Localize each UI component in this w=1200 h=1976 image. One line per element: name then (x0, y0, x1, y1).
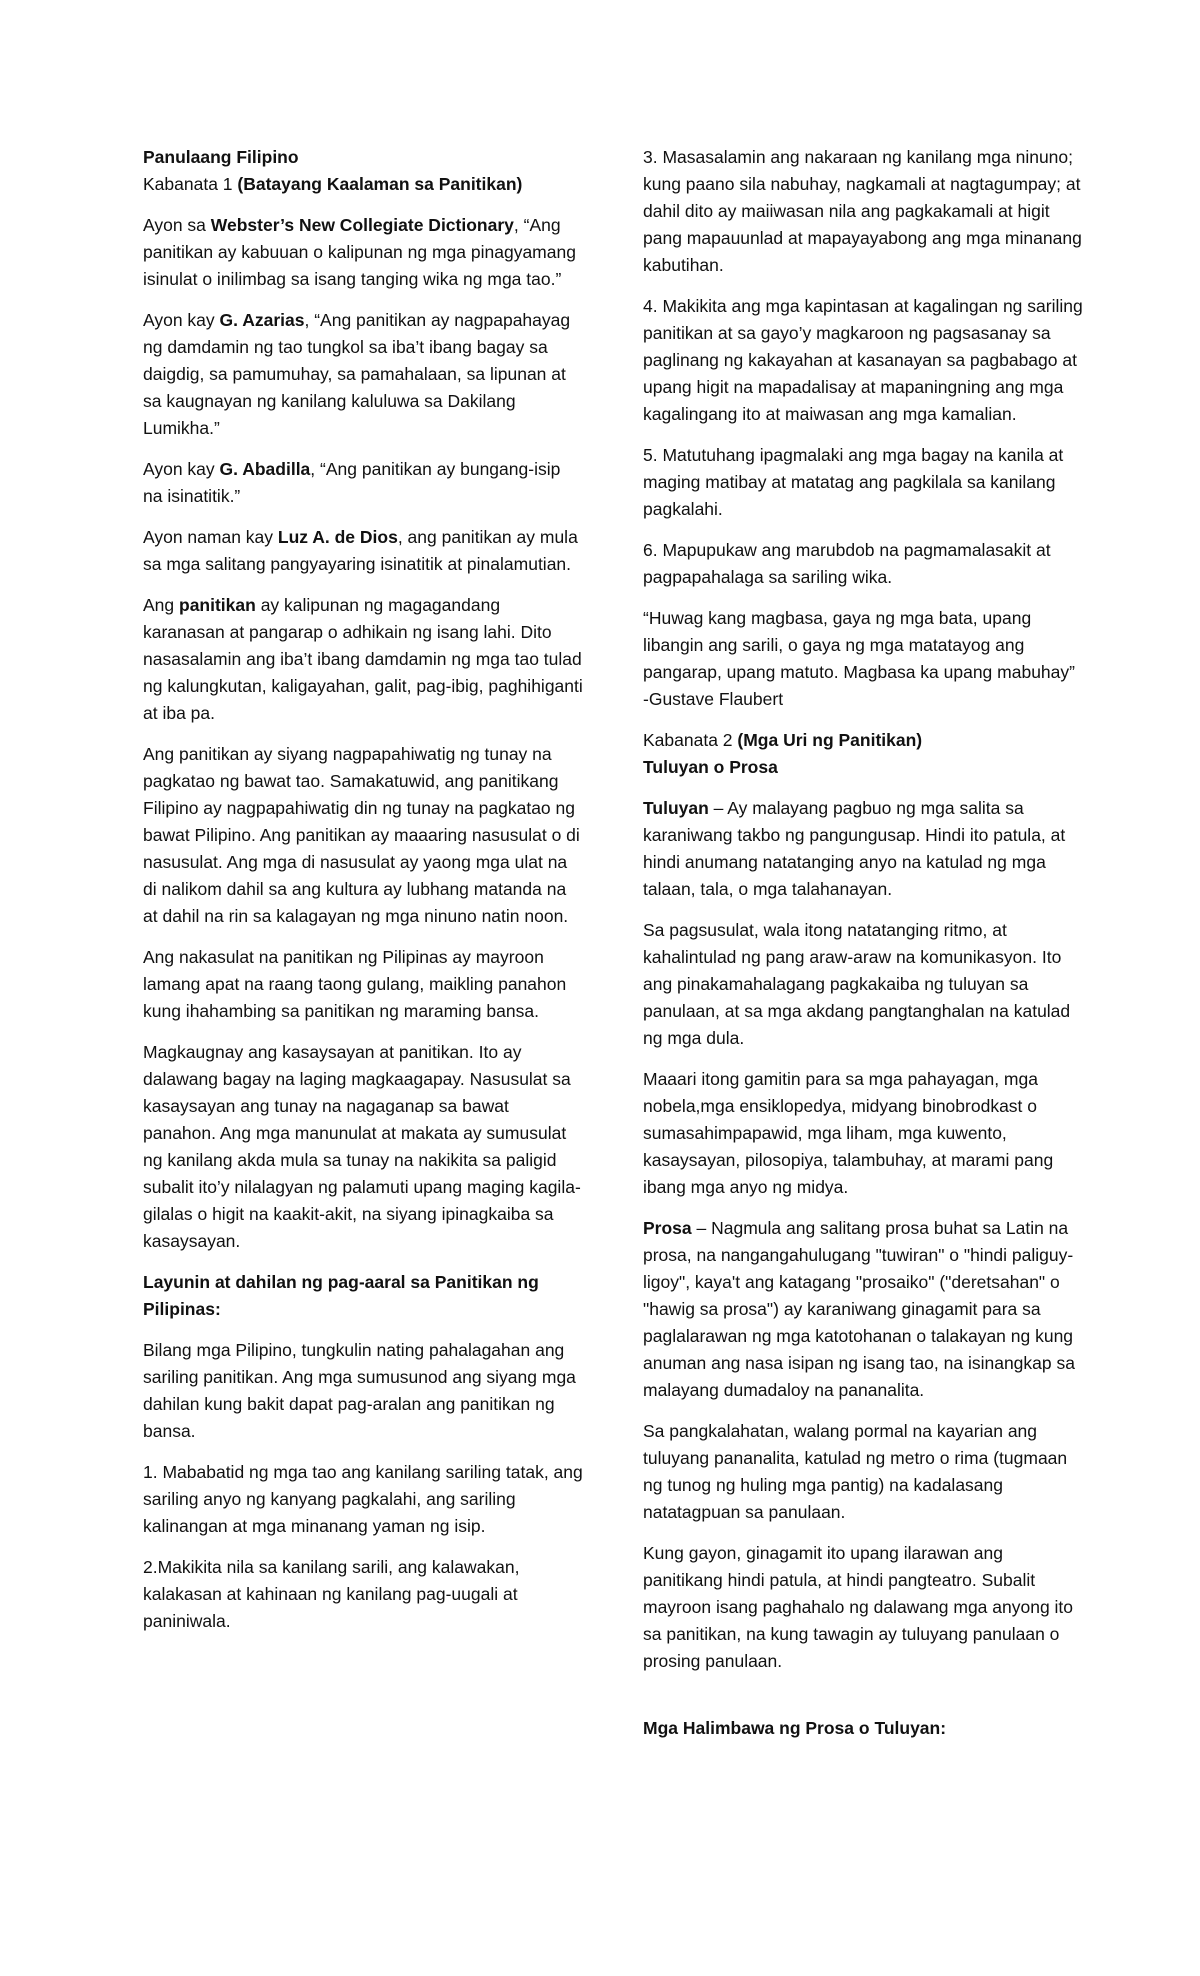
list-item-2: 2.Makikita nila sa kanilang sarili, ang kalawakan, kalakasan at kahinaan ng kanilang pag-uugali at paniniwala. (143, 1557, 520, 1631)
paragraph-panitikan (143, 592, 583, 727)
definition-source: G. Azarias (219, 310, 305, 330)
list-item-4: 4. Makikita ang mga kapintasan at kagalingan ng sariling panitikan at sa gayo’y magkaroon ng pagsasanay sa paglinang ng kakayahan at kasanayan sa pagbabago at upang higit na mapadalisay at mapaningning ang mga kagalingang ito at maiwasan ang mga kamalian. (643, 296, 1083, 424)
list-item-1: 1. Mababatid ng mga tao ang kanilang sariling tatak, ang sariling anyo ng kanyang pagkalahi, ang sariling kalinangan at mga minanang yaman ng isip. (143, 1462, 583, 1536)
paragraph-text: – Nagmula ang salitang prosa buhat sa Latin na prosa, na nangangahulugang "tuwiran" o "hindi paliguy-ligoy", kaya't ang katagang "prosaiko" ("deretsahan" o "hawig sa prosa") ay karaniwang ginagamit para sa paglalarawan ng mga katotohanan o talakayan ng kung anuman ang nasa isipan ng isang tao, na isinangkap sa malayang dumadaloy na pananalita. (643, 1218, 1075, 1400)
chapter2-title: (Mga Uri ng Panitikan) (737, 730, 923, 750)
list-item-5: 5. Matutuhang ipagmalaki ang mga bagay na kanila at maging matibay at matatag ang pagkilala sa kanilang pagkalahi. (643, 445, 1064, 519)
paragraph-bilang-pilipino: Bilang mga Pilipino, tungkulin nating pahalagahan ang sariling panitikan. Ang mga sumusunod ang siyang mga dahilan kung bakit dapat pag-aralan ang panitikan ng bansa. (143, 1340, 576, 1441)
chapter1-header (143, 144, 583, 198)
paragraph-text: – Ay malayang pagbuo ng mga salita sa karaniwang takbo ng pangungusap. Hindi ito patula, at hindi anumang natatanging anyo na katulad ng mga talaan, tala, o mga talahanayan. (643, 798, 1066, 899)
document-title: Panulaang Filipino (143, 147, 299, 167)
paragraph-kasaysayan: Magkaugnay ang kasaysayan at panitikan. Ito ay dalawang bagay na laging magkaagapay. Nasusulat sa kasaysayan ang tunay na nagaganap sa bawat panahon. Ang mga manunulat at makata ay sumusulat ng kanilang akda mula sa tunay na nakikita sa paligid subalit ito’y nilalagyan ng palamuti upang maging kagila-gilalas o higit na kaakit-akit, na siyang ipinagkaiba sa kasaysayan. (143, 1042, 581, 1251)
list-item-3: 3. Masasalamin ang nakaraan ng kanilang mga ninuno; kung paano sila nabuhay, nagkamali at nagtagumpay; at dahil dito ay maiiwasan nila ang pagkakamali at higit pang mapauunlad at mapayayabong ang mga minanang kabutihan. (643, 147, 1082, 275)
chapter1-title: (Batayang Kaalaman sa Panitikan) (237, 174, 523, 194)
definition-text: , “Ang panitikan ay nagpapahayag ng damdamin ng tao tungkol sa iba’t ibang bagay sa daigdig, sa pamumuhay, sa pamahalaan, sa lipunan at sa kaugnayan ng kanilang kaluluwa sa Dakilang Lumikha.” (143, 310, 571, 438)
section-heading-halimbawa (643, 1715, 1083, 1742)
paragraph-keyword: Prosa (643, 1218, 692, 1238)
section-heading-text: Mga Halimbawa ng Prosa o Tuluyan: (643, 1718, 947, 1738)
paragraph-tuluyan (643, 795, 1083, 903)
paragraph-pagsusulat: Sa pagsusulat, wala itong natatanging ritmo, at kahalintulad ng pang araw-araw na komunikasyon. Ito ang pinakamahalagang pagkakaiba ng tuluyan sa panulaan, at sa mga akdang pangtanghalan na katulad ng mga dula. (643, 920, 1071, 1048)
paragraph-keyword: panitikan (179, 595, 256, 615)
definition-text: , ang panitikan ay mula sa mga salitang pangyayaring isinatitik at pinalamutian. (143, 527, 578, 574)
quote-flaubert: “Huwag kang magbasa, gaya ng mga bata, upang libangin ang sarili, o gaya ng mga matatayog ang pangarap, upang matuto. Magbasa ka upang mabuhay” -Gustave Flaubert (643, 608, 1075, 709)
paragraph-prefix: Ang (143, 595, 179, 615)
definition-text: , “Ang panitikan ay bungang-isip na isinatitik.” (143, 459, 561, 506)
paragraph-pangkalahatan: Sa pangkalahatan, walang pormal na kayarian ang tuluyang pananalita, katulad ng metro o rima (tugmaan ng tunog ng huling mga pantig) na kadalasang natatagpuan sa panulaan. (643, 1421, 1068, 1522)
definition-azarias (143, 307, 583, 442)
definition-source: Luz A. de Dios (277, 527, 398, 547)
chapter2-header (643, 727, 1083, 781)
definition-prefix: Ayon sa (143, 215, 211, 235)
definition-prefix: Ayon naman kay (143, 527, 278, 547)
section-heading-text: Layunin at dahilan ng pag-aaral sa Panitikan ng Pilipinas: (143, 1272, 539, 1319)
paragraph-keyword: Tuluyan (643, 798, 709, 818)
definition-de-dios (143, 524, 583, 578)
chapter1-prefix: Kabanata 1 (143, 174, 238, 194)
chapter2-subtitle: Tuluyan o Prosa (643, 757, 778, 777)
definition-webster (143, 212, 583, 293)
definition-text: , “Ang panitikan ay kabuuan o kalipunan ng mga pinagyamang isinulat o inilimbag sa isang tanging wika ng mga tao.” (143, 215, 576, 289)
definition-source: Webster’s New Collegiate Dictionary (210, 215, 514, 235)
paragraph-prosa (643, 1215, 1083, 1404)
right-column (643, 144, 1083, 1756)
list-item-6: 6. Mapupukaw ang marubdob na pagmamalasakit at pagpapahalaga sa sariling wika. (643, 540, 1051, 587)
paragraph-kung-gayon: Kung gayon, ginagamit ito upang ilarawan ang panitikang hindi patula, at hindi pangteatro. Subalit mayroon isang paghahalo ng dalawang mga anyong ito sa panitikan, na kung tawagin ay tuluyang panulaan o prosing panulaan. (643, 1543, 1074, 1671)
definition-prefix: Ayon kay (143, 310, 220, 330)
paragraph-nakasulat: Ang nakasulat na panitikan ng Pilipinas ay mayroon lamang apat na raang taong gulang, maikling panahon kung ihahambing sa panitikan ng maraming bansa. (143, 947, 567, 1021)
left-column (143, 144, 583, 1649)
chapter2-prefix: Kabanata 2 (643, 730, 738, 750)
section-heading-layunin (143, 1269, 583, 1323)
paragraph-gamit: Maaari itong gamitin para sa mga pahayagan, mga nobela,mga ensiklopedya, midyang binobrodkast o sumasahimpapawid, mga liham, mga kuwento, kasaysayan, pilosopiya, talambuhay, at marami pang ibang mga anyo ng midya. (643, 1069, 1054, 1197)
definition-prefix: Ayon kay (143, 459, 220, 479)
definition-source: G. Abadilla (219, 459, 311, 479)
paragraph-text: ay kalipunan ng magagandang karanasan at pangarap o adhikain ng isang lahi. Dito nasasalamin ang iba’t ibang damdamin ng mga tao tulad ng kalungkutan, kaligayahan, galit, pag-ibig, paghihiganti at iba pa. (143, 595, 583, 723)
definition-abadilla (143, 456, 583, 510)
paragraph-pagkatao: Ang panitikan ay siyang nagpapahiwatig ng tunay na pagkatao ng bawat tao. Samakatuwid, ang panitikang Filipino ay nagpapahiwatig din ng tunay na pagkatao ng bawat Pilipino. Ang panitikan ay maaaring nasusulat o di nasusulat. Ang mga di nasusulat ay yaong mga ulat na di nalikom dahil sa ang kultura ay lubhang matanda na at dahil na rin sa kalagayan ng mga ninuno natin noon. (143, 744, 580, 926)
